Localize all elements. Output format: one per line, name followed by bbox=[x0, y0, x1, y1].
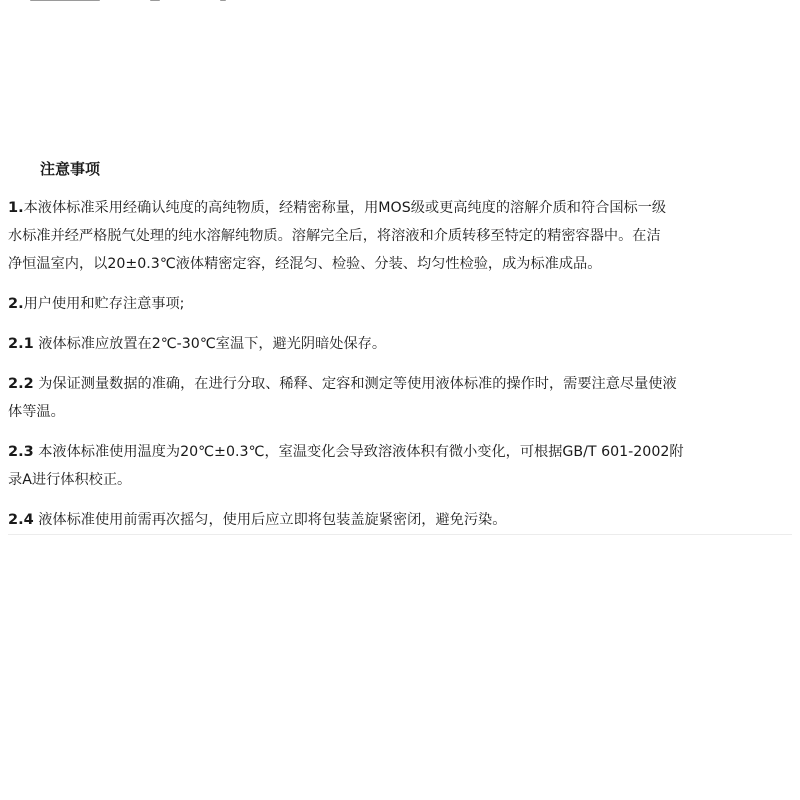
paragraph-line: 液体标准应放置在2℃-30℃室温下，避光阴暗处保存。 bbox=[33, 336, 387, 352]
paragraph-line: 为保证测量数据的准确，在进行分取、稀释、定容和测定等使用液体标准的操作时，需要注意尽量使液 bbox=[33, 376, 677, 392]
paragraph-2-4 bbox=[8, 506, 792, 534]
paragraph-line: 水标准并经严格脱气处理的纯水溶解纯物质。溶解完全后，将溶液和介质转移至特定的精密容器中。在洁 bbox=[8, 228, 661, 244]
paragraph-line: 体等温。 bbox=[8, 404, 65, 420]
notice-section bbox=[8, 148, 792, 534]
paragraph-line: 用户使用和贮存注意事项; bbox=[23, 296, 185, 312]
paragraph-2 bbox=[8, 290, 792, 318]
section-heading: 注意事项 bbox=[40, 160, 101, 178]
paragraph-number: 2.3 bbox=[8, 444, 34, 460]
paragraph-number: 1. bbox=[8, 200, 24, 216]
paragraph-line: 本液体标准采用经确认纯度的高纯物质，经精密称量，用MOS级或更高纯度的溶解介质和符合国标一级 bbox=[23, 200, 667, 216]
paragraph-line: 录A进行体积校正。 bbox=[8, 472, 132, 488]
cropped-text-fragment bbox=[30, 0, 250, 6]
paragraph-2-1 bbox=[8, 330, 792, 358]
paragraph-2-2 bbox=[8, 370, 792, 426]
divider bbox=[8, 534, 792, 535]
paragraph-line: 液体标准使用前需再次摇匀，使用后应立即将包装盖旋紧密闭，避免污染。 bbox=[33, 512, 507, 528]
paragraph-number: 2.1 bbox=[8, 336, 34, 352]
paragraph-line: 本液体标准使用温度为20℃±0.3℃，室温变化会导致溶液体积有微小变化，可根据GB/T 601-2002附 bbox=[33, 444, 684, 460]
paragraph-line: 净恒温室内，以20±0.3℃液体精密定容，经混匀、检验、分装、均匀性检验，成为标准成品。 bbox=[8, 256, 602, 272]
paragraph-number: 2.2 bbox=[8, 376, 34, 392]
paragraph-2-3 bbox=[8, 438, 792, 494]
paragraph-number: 2.4 bbox=[8, 512, 34, 528]
paragraph-number: 2. bbox=[8, 296, 24, 312]
paragraph-1 bbox=[8, 194, 792, 278]
